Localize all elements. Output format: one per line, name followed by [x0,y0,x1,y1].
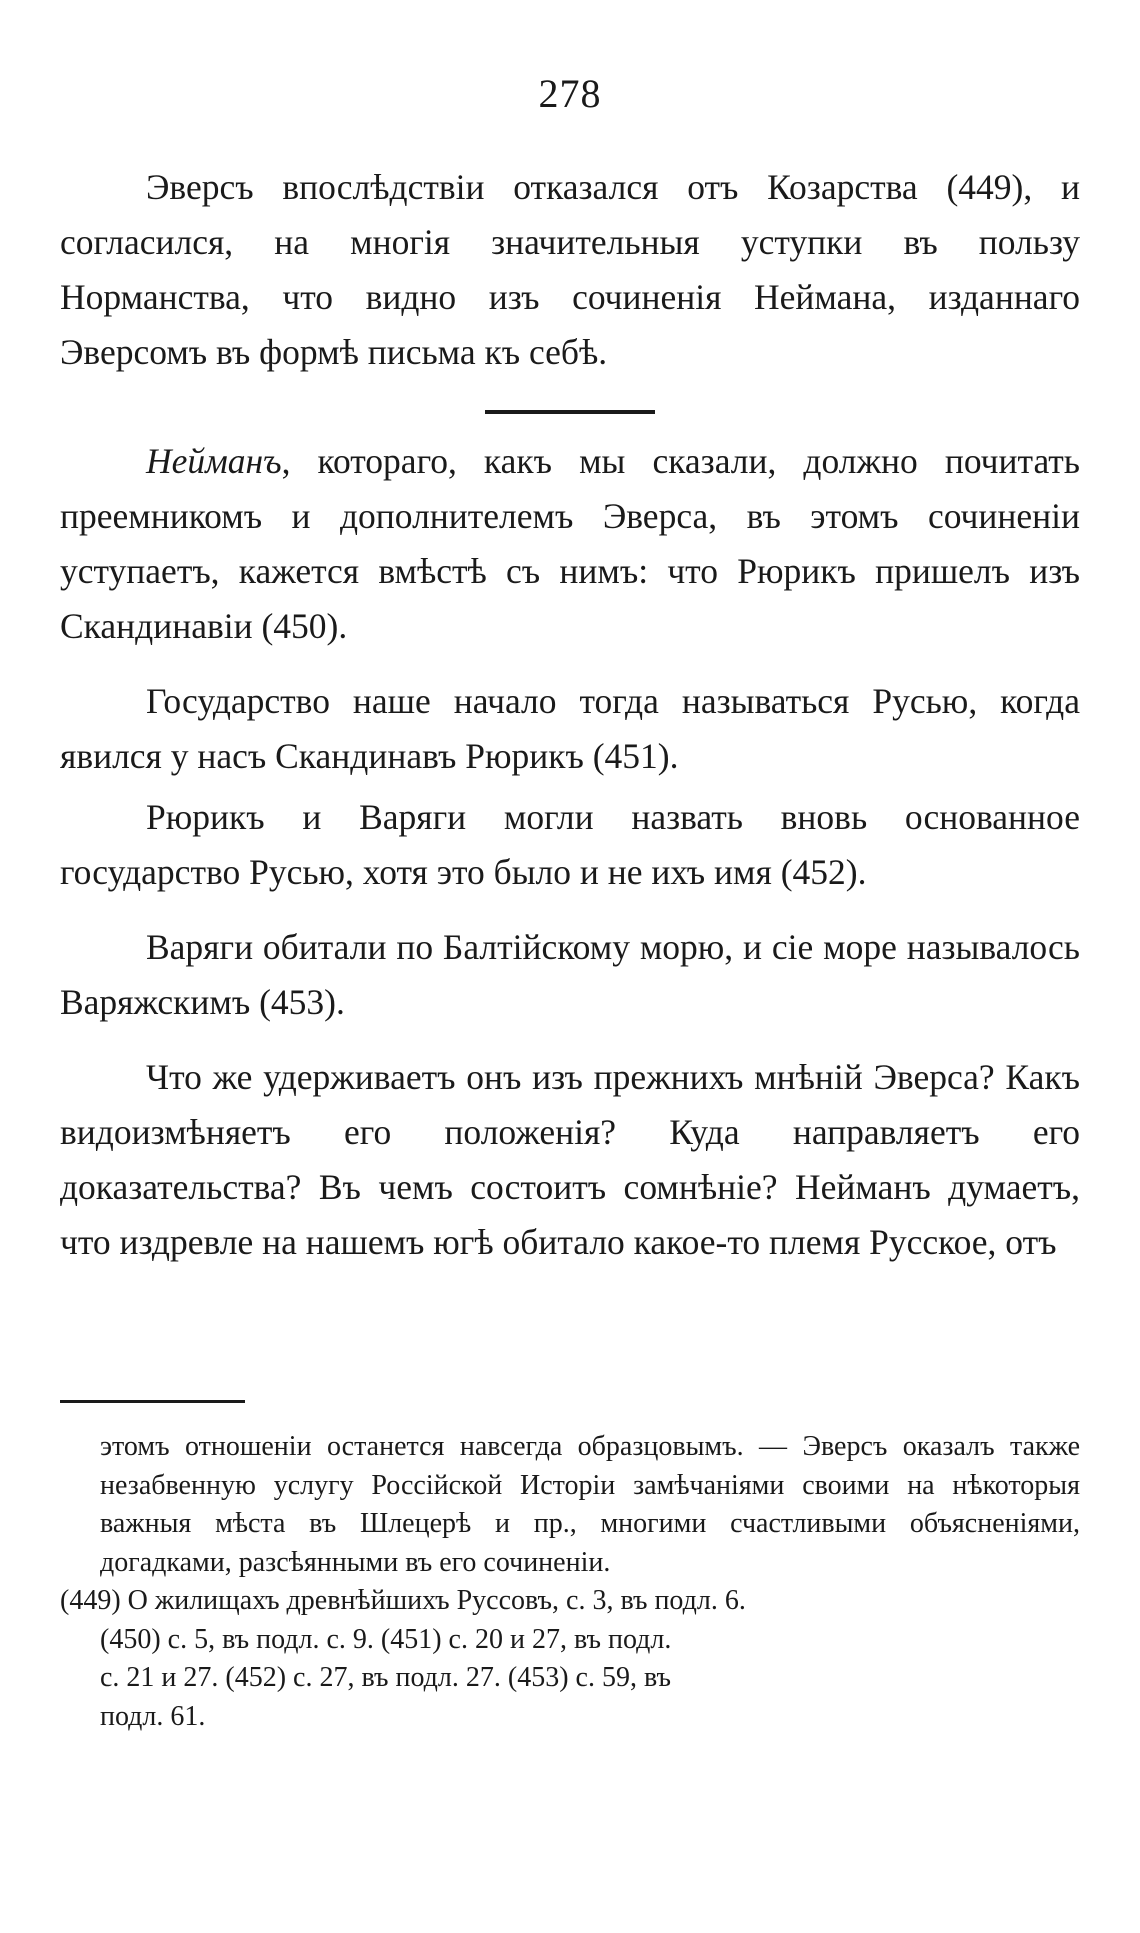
paragraph-3: Государство наше начало тогда называться Русью, когда явился у насъ Скандинавъ Рюрикъ (451). [60,681,1080,776]
paragraph-2 [60,434,1080,654]
footnote-ref-452-453: с. 21 и 27. (452) с. 27, въ подл. 27. (453) с. 59, въ [100,1662,671,1693]
book-page [60,0,1080,1933]
paragraph-2-text: , котораго, какъ мы сказали, должно почитать преемникомъ и дополнителемъ Эверса, въ этомъ сочиненіи уступаетъ, кажется вмѣстѣ съ нимъ: что Рюрикъ пришелъ изъ Скандинавіи (450). [60,441,1080,646]
footnote-continuation: этомъ отношеніи останется навсегда образцовымъ. — Эверсъ оказалъ также незабвенную услугу Россійской Исторіи замѣчаніями своими на нѣкоторыя важныя мѣста въ Шлецерѣ и пр., многими счастливыми объясненіями, догадками, разсѣянными въ его сочиненіи. [100,1431,1080,1578]
paragraph-6: Что же удерживаетъ онъ изъ прежнихъ мнѣній Эверса? Какъ видоизмѣняетъ его положенія? Куда направляетъ его доказательства? Въ чемъ состоитъ сомнѣніе? Нейманъ думаетъ, что издревле на нашемъ югѣ обитало какое-то племя Русское, отъ [60,1057,1080,1262]
footnote-ref-449: (449) О жилищахъ древнѣйшихъ Руссовъ, с. 3, въ подл. 6. [60,1585,746,1616]
footnotes [60,1428,1080,1736]
footnote-ref-end: подл. 61. [100,1700,206,1732]
paragraph-1: Эверсъ впослѣдствіи отказался отъ Козарства (449), и согласился, на многія значительныя уступки въ пользу Норманства, что видно изъ сочиненія Неймана, изданнаго Эверсомъ въ формѣ письма къ себѣ. [60,167,1080,372]
page-number: 278 [538,71,602,116]
main-text [60,160,1080,1270]
paragraph-5: Варяги обитали по Балтійскому морю, и сіе море называлось Варяжскимъ (453). [60,927,1080,1022]
paragraph-4: Рюрикъ и Варяги могли назвать вновь основанное государство Русью, хотя это было и не ихъ имя (452). [60,797,1080,892]
paragraph-2-name: Нейманъ [146,441,282,481]
footnote-divider [60,1400,245,1403]
section-divider [485,410,655,414]
footnote-ref-450-451: (450) с. 5, въ подл. с. 9. (451) с. 20 и 27, въ подл. [100,1623,672,1655]
